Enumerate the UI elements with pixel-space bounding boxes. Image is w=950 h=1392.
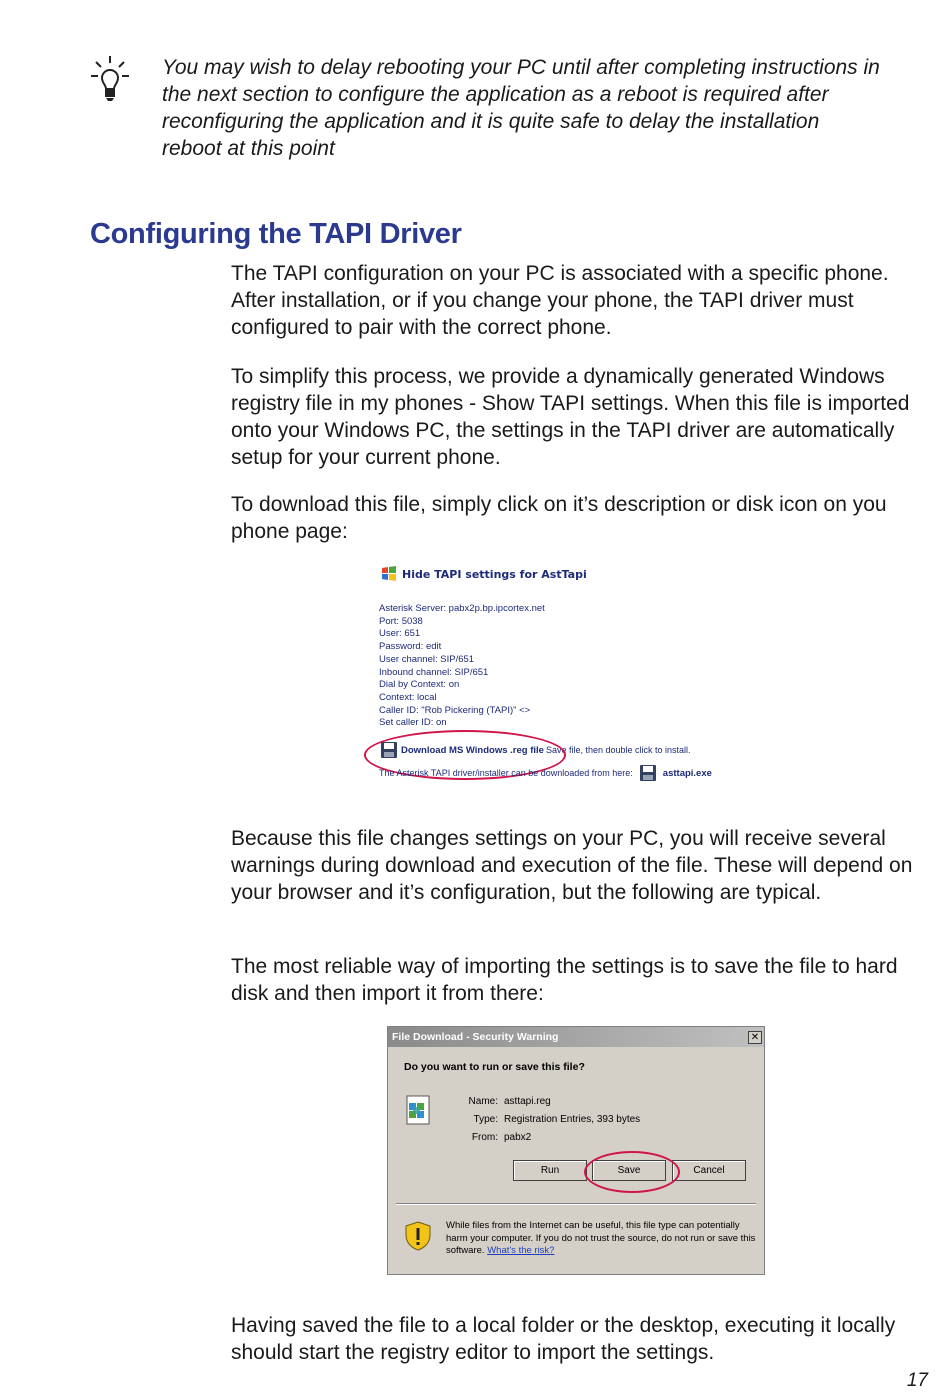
setting-line: Set caller ID: on <box>379 717 447 729</box>
from-value: pabx2 <box>504 1132 532 1143</box>
installer-row <box>379 764 712 782</box>
registry-file-icon <box>402 1093 436 1127</box>
paragraph: Because this file changes settings on your PC, you will receive several warnings during download and execution of the file. These will depend on your browser and it’s configuration, but the following are typical. <box>231 827 913 904</box>
security-warning-text <box>446 1220 756 1258</box>
run-button[interactable]: Run <box>513 1160 587 1181</box>
file-download-dialog <box>387 1026 765 1275</box>
page-number: 17 <box>906 1370 928 1391</box>
security-shield-icon <box>404 1221 432 1251</box>
paragraph: To simplify this process, we provide a dynamically generated Windows registry file in my phones - Show TAPI settings. When this file is imported onto your Windows PC, the settings in the TAPI driver are automatically setup for your current phone. <box>231 365 910 469</box>
paragraph: The most reliable way of importing the settings is to save the file to hard disk and then import it from there: <box>231 955 898 1005</box>
download-note: Save file, then double click to install. <box>545 745 691 755</box>
setting-line: User channel: SIP/651 <box>379 653 475 665</box>
tapi-settings-title: Hide TAPI settings for AstTapi <box>402 567 587 581</box>
highlight-ring <box>584 1151 680 1193</box>
close-button[interactable]: ✕ <box>748 1031 762 1044</box>
dialog-question: Do you want to run or save this file? <box>404 1061 585 1073</box>
setting-line: User: 651 <box>379 628 421 640</box>
installer-text: The Asterisk TAPI driver/installer can be downloaded from here: <box>379 768 633 778</box>
type-label: Type: <box>473 1114 498 1125</box>
from-label: From: <box>471 1132 498 1143</box>
dialog-titlebar[interactable] <box>388 1027 764 1047</box>
setting-line: Asterisk Server: pabx2p.bp.ipcortex.net <box>379 603 545 614</box>
lightbulb-icon <box>90 54 130 102</box>
tapi-settings-list <box>379 603 545 730</box>
installer-link[interactable]: asttapi.exe <box>662 767 712 779</box>
whats-the-risk-link[interactable]: What's the risk? <box>487 1245 555 1256</box>
download-reg-file-link[interactable]: Download MS Windows .reg file <box>401 744 544 756</box>
setting-line: Password: edit <box>379 641 442 653</box>
tapi-settings-screenshot <box>376 562 776 792</box>
tip-text: You may wish to delay rebooting your PC until after completing instructions in the next section to configure the application as a reboot is required after reconfiguring the application and it is quite safe to delay the installation reboot at this point <box>162 56 880 160</box>
windows-logo-icon <box>380 565 398 583</box>
save-button[interactable]: Save <box>592 1160 666 1181</box>
paragraph: To download this file, simply click on it’s description or disk icon on you phone page: <box>231 493 887 543</box>
name-label: Name: <box>468 1096 498 1107</box>
paragraph: The TAPI configuration on your PC is associated with a specific phone. After installation, or if you change your phone, the TAPI driver must configured to pair with the correct phone. <box>231 262 889 339</box>
cancel-button[interactable]: Cancel <box>672 1160 746 1181</box>
floppy-disk-icon[interactable] <box>639 764 657 782</box>
warning-text: While files from the Internet can be useful, this file type can potentially harm your computer. If you do not trust the source, do not run or save this software. <box>446 1220 756 1256</box>
setting-line: Context: local <box>379 691 437 703</box>
tapi-settings-header[interactable] <box>380 564 587 584</box>
setting-line: Port: 5038 <box>379 615 423 627</box>
paragraph: Having saved the file to a local folder or the desktop, executing it locally should start the registry editor to import the settings. <box>231 1314 896 1364</box>
file-details <box>460 1093 640 1147</box>
setting-line: Caller ID: "Rob Pickering (TAPI)" <> <box>379 704 531 716</box>
name-value: asttapi.reg <box>504 1096 551 1107</box>
dialog-divider <box>396 1203 756 1205</box>
dialog-title: File Download - Security Warning <box>392 1031 559 1043</box>
setting-line: Inbound channel: SIP/651 <box>379 666 489 678</box>
section-heading: Configuring the TAPI Driver <box>90 218 462 250</box>
type-value: Registration Entries, 393 bytes <box>504 1114 641 1125</box>
setting-line: Dial by Context: on <box>379 679 460 691</box>
